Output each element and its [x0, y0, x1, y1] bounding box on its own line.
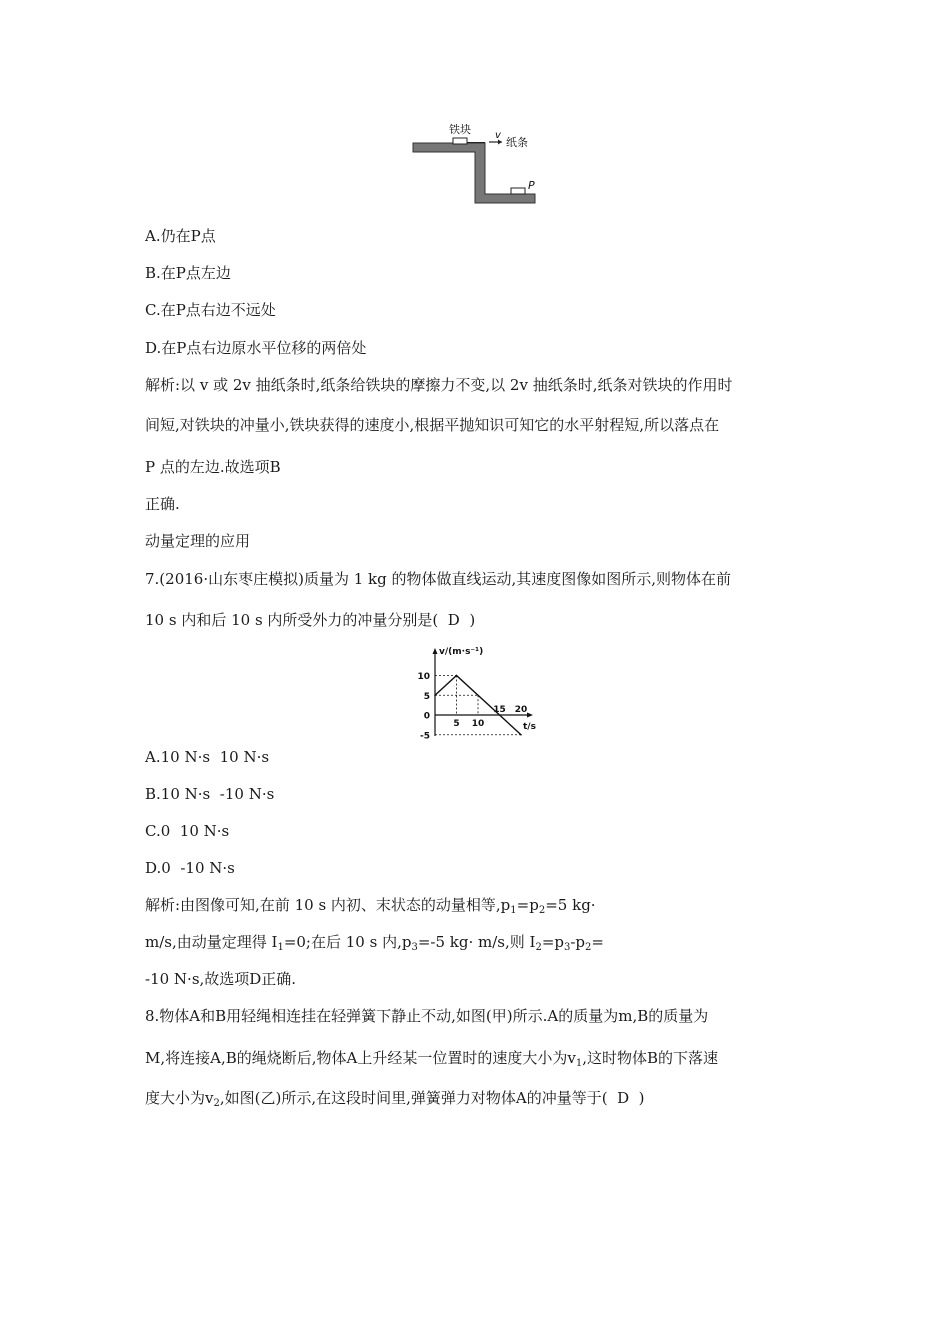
velocity-data-point	[456, 675, 458, 677]
analysis-line: 解析:以 v 或 2v 抽纸条时,纸条给铁块的摩擦力不变,以 2v 抽纸条时,纸条对铁块的作用时	[145, 376, 733, 394]
subscript: 2	[213, 1098, 220, 1109]
point-p-label: P	[528, 179, 535, 192]
question-8-text	[145, 1048, 718, 1068]
analysis-line: 正确.	[145, 495, 180, 513]
q7-option-b: B.10 N·s -10 N·s	[145, 785, 275, 803]
text-segment: =p	[516, 896, 539, 914]
q7-option-c: C.0 10 N·s	[145, 822, 230, 840]
question-7-text: 10 s 内和后 10 s 内所受外力的冲量分别是( D )	[145, 611, 476, 629]
subscript: 3	[411, 942, 418, 953]
subscript: 2	[535, 942, 542, 953]
y-tick-label: 5	[423, 691, 430, 702]
paper-strip-label: 纸条	[506, 136, 528, 149]
text-segment: =p	[541, 933, 564, 951]
option-c: C.在P点右边不远处	[145, 301, 276, 319]
q7-option-d: D.0 -10 N·s	[145, 859, 235, 877]
q7-option-a: A.10 N·s 10 N·s	[145, 748, 270, 766]
text-segment: M,将连接A,B的绳烧断后,物体A上升经某一位置时的速度大小为v	[145, 1049, 576, 1067]
q7-analysis-line: -10 N·s,故选项D正确.	[145, 970, 297, 988]
x-axis-label: t/s	[523, 722, 536, 732]
velocity-data-point	[520, 734, 522, 736]
text-segment: 度大小为v	[145, 1089, 214, 1107]
iron-block	[453, 138, 467, 144]
velocity-label: v	[495, 130, 501, 141]
question-8-text: 8.物体A和B用轻绳相连挂在轻弹簧下静止不动,如图(甲)所示.A的质量为m,B的质量为	[145, 1007, 709, 1025]
x-tick-label: 10	[471, 719, 485, 729]
q7-analysis-line	[145, 932, 604, 952]
y-axis-label: v/(m·s⁻¹)	[439, 647, 484, 657]
text-segment: ,这时物体B的下落速	[582, 1049, 718, 1067]
subscript: 3	[563, 942, 571, 953]
x-tick-label: 20	[514, 705, 528, 715]
x-tick-label: 15	[493, 705, 506, 715]
subscript: 2	[538, 905, 546, 916]
point-p-marker	[511, 188, 525, 194]
analysis-line: P 点的左边.故选项B	[145, 458, 281, 476]
iron-block-figure	[405, 118, 545, 210]
subscript: 1	[510, 905, 517, 916]
velocity-data-point	[434, 694, 436, 696]
question-7-text: 7.(2016·山东枣庄模拟)质量为 1 kg 的物体做直线运动,其速度图像如图所示,则物体在前	[145, 570, 732, 588]
subscript: 1	[277, 942, 284, 953]
x-tick-label: 5	[453, 719, 460, 729]
subscript: 2	[585, 942, 592, 953]
question-8-text	[145, 1088, 645, 1108]
velocity-time-chart	[400, 640, 550, 742]
y-tick-label: 10	[417, 672, 430, 682]
text-segment: m/s,由动量定理得 I	[145, 933, 278, 951]
subscript: 1	[575, 1058, 583, 1069]
section-heading: 动量定理的应用	[145, 532, 251, 550]
q7-analysis-line	[145, 895, 596, 915]
text-segment: =5 kg·	[545, 896, 596, 914]
iron-block-label: 铁块	[449, 123, 471, 136]
option-d: D.在P点右边原水平位移的两倍处	[145, 339, 367, 357]
option-b: B.在P点左边	[145, 264, 231, 282]
text-segment: 解析:由图像可知,在前 10 s 内初、末状态的动量相等,p	[145, 896, 511, 914]
y-tick-label: 0	[423, 711, 430, 722]
text-segment: ,如图(乙)所示,在这段时间里,弹簧弹力对物体A的冲量等于( D )	[219, 1089, 645, 1107]
option-a: A.仍在P点	[145, 227, 216, 245]
y-axis-arrowhead	[433, 648, 438, 654]
x-axis-arrowhead	[527, 713, 533, 718]
text-segment: -p	[570, 933, 586, 951]
analysis-line: 间短,对铁块的冲量小,铁块获得的速度小,根据平抛知识可知它的水平射程短,所以落点在	[145, 416, 720, 434]
y-tick-label: -5	[420, 731, 430, 742]
text-segment: =-5 kg· m/s,则 I	[417, 933, 536, 951]
text-segment: =0;在后 10 s 内,p	[283, 933, 412, 951]
text-segment: =	[591, 933, 604, 951]
